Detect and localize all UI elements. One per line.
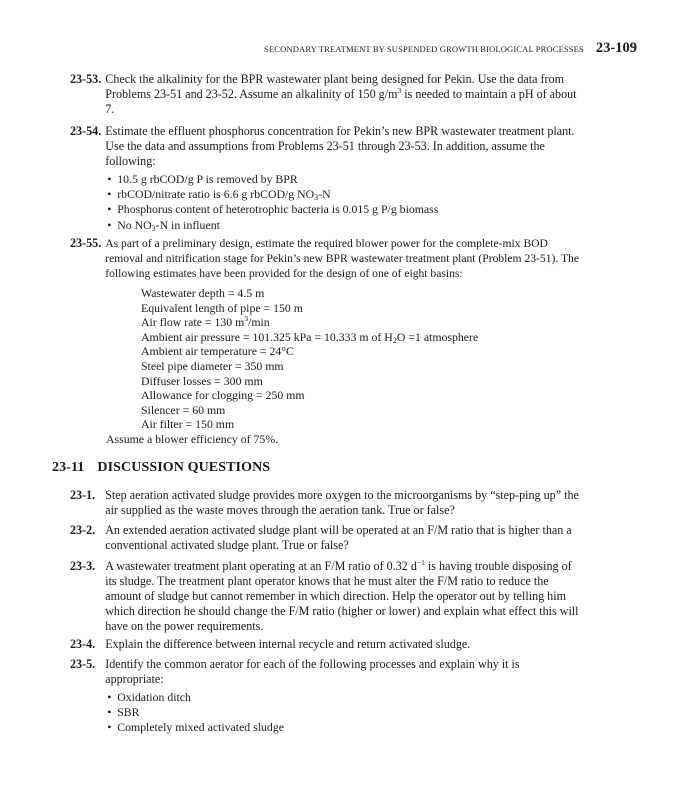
problem-text: Estimate the effluent phosphorus concentration for Pekin’s new BPR wastewater treatment plant. Use the data and assumptions from Problems 23-51 through 23-53. In addition, assume the following:	[105, 124, 575, 169]
param-air-filter: Air filter = 150 mm	[141, 417, 235, 432]
param-air-pressure: Ambient air pressure = 101.325 kPa = 10.333 m of $H_2O =1$ atmosphere	[141, 329, 479, 345]
problem-number: 23-55.	[70, 236, 102, 250]
list-item: • rbCOD/nitrate ratio is 6.6 g rbCOD/g $NO_3-N$	[107, 187, 331, 203]
problem-number: 23-54.	[70, 124, 102, 138]
problem-text: Check the alkalinity for the BPR wastewater plant being designed for Pekin. Use the data from Problems 23-51 and 23-52. Assume an alkalinity of 150 $g/m^3$ is needed to maintain a pH of about 7.	[105, 72, 577, 117]
question-number: 23-1.	[70, 488, 96, 502]
problem-23-54	[70, 124, 581, 233]
list-item: • Oxidation ditch	[107, 690, 191, 705]
list-item: • Completely mixed activated sludge	[107, 720, 284, 735]
section-title: DISCUSSION QUESTIONS	[97, 460, 271, 475]
question-number: 23-4.	[70, 637, 96, 651]
param-air-flow: Air flow rate = 130 $m^3/\min$	[141, 314, 270, 330]
param-depth: Wastewater depth = 4.5 m	[141, 286, 265, 300]
param-clogging: Allowance for clogging = 250 mm	[141, 388, 305, 403]
param-pipe-length: Equivalent length of pipe = 150 m	[141, 300, 303, 315]
design-parameters	[141, 286, 478, 432]
question-text: An extended aeration activated sludge plant will be operated at an F/M ratio that is higher than a conventional activated sludge plant. True or false?	[105, 523, 572, 553]
problem-23-53	[70, 72, 581, 117]
question-number: 23-5.	[70, 657, 96, 671]
question-number: 23-2.	[70, 523, 96, 537]
blower-efficiency-note: Assume a blower efficiency of 75%.	[106, 432, 279, 446]
page-number: 23-109	[595, 40, 637, 56]
problem-number: 23-53.	[70, 72, 102, 86]
question-23-1	[70, 488, 581, 518]
question-number: 23-3.	[70, 559, 96, 573]
running-head	[264, 40, 637, 57]
list-item: • No $NO_3-N$ in influent	[107, 217, 220, 233]
problem-text: As part of a preliminary design, estimate the required blower power for the complete-mix BOD removal and nitrification stage for Pekin’s new BPR wastewater treatment plant (Problem 23-51). The following estimates have been provided for the design of one of eight basins:	[105, 237, 579, 281]
list-item: • 10.5 g rbCOD/g P is removed by BPR	[107, 172, 298, 187]
running-title: SECONDARY TREATMENT BY SUSPENDED GROWTH BIOLOGICAL PROCESSES	[264, 44, 584, 54]
param-pipe-diameter: Steel pipe diameter = 350 mm	[141, 358, 284, 373]
question-text: Explain the difference between internal recycle and return activated sludge.	[105, 637, 471, 651]
question-text: A wastewater treatment plant operating at an F/M ratio of 0.32 $d^{-1}$ is having trouble disposing of its sludge. The treatment plant operator knows that he must alter the F/M ratio to reduce the amount of sludge but cannot remember in which direction. Help the operator out by telling him which direction he should change the F/M ratio (higher or lower) and explain what effect this will have on the power requirements.	[105, 558, 579, 634]
section-heading	[52, 460, 270, 476]
list-item: • Phosphorus content of heterotrophic bacteria is 0.015 g P/g biomass	[107, 202, 439, 217]
question-23-2	[70, 523, 581, 553]
question-text: Identify the common aerator for each of the following processes and explain why it is appropriate:	[105, 657, 520, 687]
question-text: Step aeration activated sludge provides more oxygen to the microorganisms by “step-ping up” the air supplied as the waste moves through the aeration tank. True or false?	[105, 488, 579, 518]
param-temperature: Ambient air temperature = 24°C	[141, 344, 294, 359]
param-silencer: Silencer = 60 mm	[141, 402, 226, 417]
section-number: 23-11	[52, 460, 85, 475]
param-diffuser-losses: Diffuser losses = 300 mm	[141, 373, 263, 388]
problem-23-55	[70, 236, 581, 281]
process-list	[105, 690, 581, 735]
question-23-5	[70, 657, 581, 735]
question-23-3	[70, 559, 581, 634]
list-item: • SBR	[107, 705, 140, 720]
question-23-4	[70, 637, 581, 652]
assumption-list	[105, 172, 581, 232]
